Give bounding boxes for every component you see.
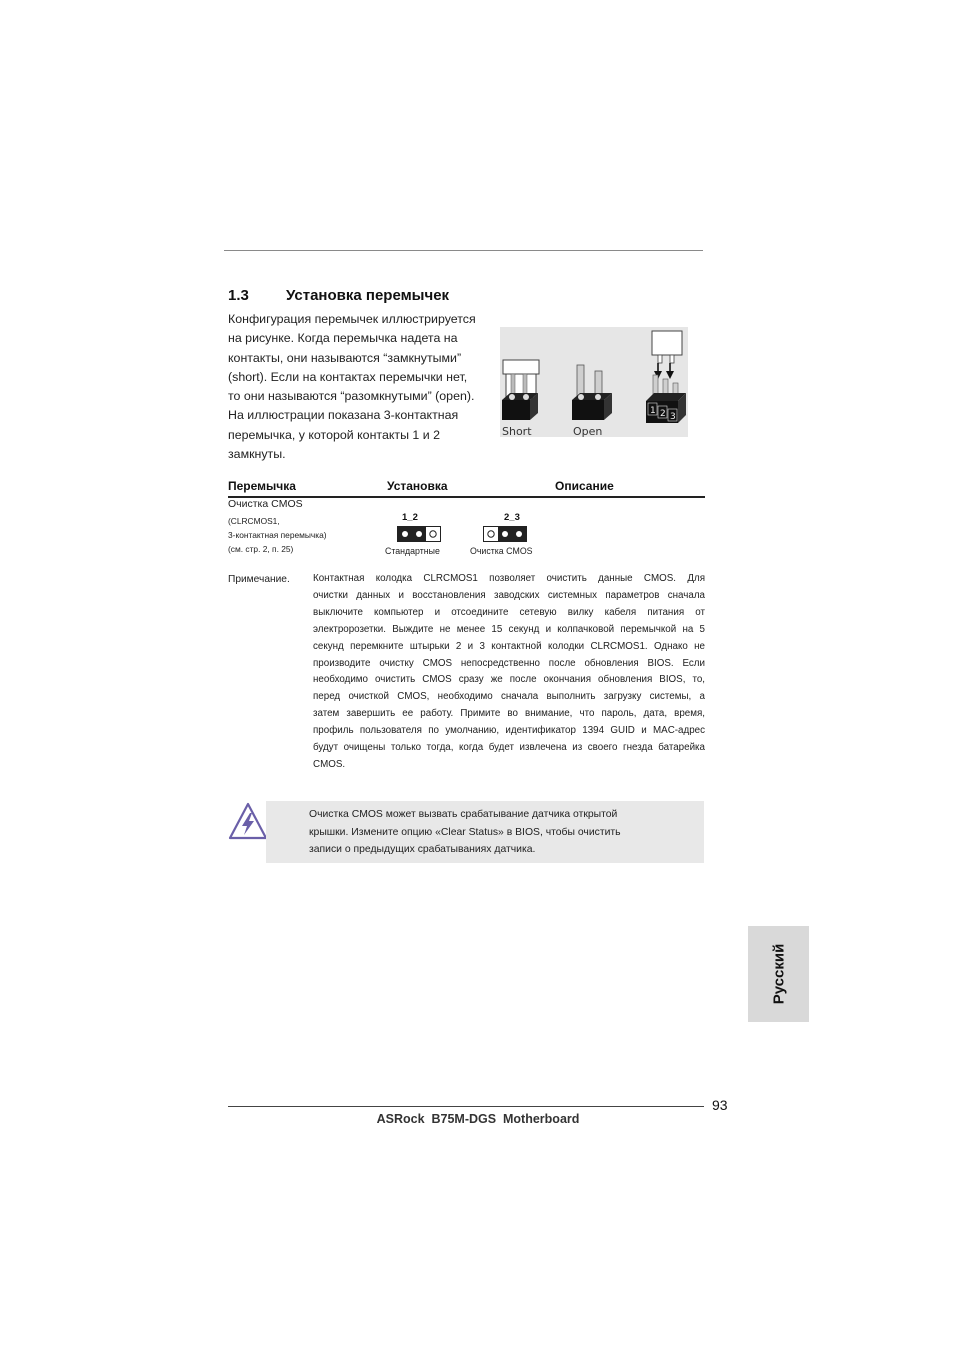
warning-triangle-icon	[228, 801, 268, 846]
jumper-name: Очистка CMOS	[228, 498, 303, 510]
jumper-clear-svg	[483, 526, 527, 542]
warning-line: Очистка CMOS может вызвать срабатывание датчика открытой	[309, 809, 618, 820]
note-label: Примечание.	[228, 574, 290, 585]
note-line: секунд перемкните штырьки 2 и 3 контактной колодки CLRCMOS1. Однако не	[313, 640, 705, 652]
note-line: CMOS.	[313, 758, 346, 770]
language-tab-label: Русский	[770, 943, 787, 1005]
page-number: 93	[712, 1097, 728, 1113]
note-body	[313, 571, 705, 774]
short-jumper-graphic	[502, 360, 539, 420]
pin-number-3: 3	[670, 412, 676, 422]
intro-line: Конфигурация перемычек иллюстрируется	[228, 312, 476, 326]
jumper-illustration	[500, 327, 688, 437]
note-line: очистки данных и восстановления заводских системных параметров сначала	[313, 589, 705, 601]
intro-line: то они называются “разомкнутыми” (open).	[228, 389, 475, 404]
jumper-ref-line: (см. стр. 2, п. 25)	[228, 544, 294, 554]
note-line: электророзетки. Выждите не менее 15 секунд и колпачковой перемычкой на 5	[313, 623, 705, 635]
jumper-default-diagram	[397, 526, 441, 547]
pin-number-1: 1	[650, 406, 656, 416]
table-header-setting: Установка	[387, 479, 448, 493]
intro-line: замкнуты.	[228, 447, 286, 462]
clear-setting-caption: Очистка CMOS	[470, 546, 533, 556]
default-setting-caption: Стандартные	[385, 546, 440, 556]
intro-line: на рисунке. Когда перемычка надета на	[228, 331, 458, 346]
note-line: Контактная колодка CLRCMOS1 позволяет очистить данные CMOS. Для	[313, 573, 705, 584]
warning-line: крышки. Измените опцию «Clear Status» в BIOS, чтобы очистить	[309, 826, 621, 838]
pin-number-2: 2	[660, 409, 666, 419]
table-header-jumper: Перемычка	[228, 479, 296, 493]
language-tab	[748, 926, 809, 1022]
warning-text	[309, 806, 621, 859]
footer-product-name: ASRock B75M-DGS Motherboard	[376, 1112, 580, 1126]
intro-line: На иллюстрации показана 3-контактная	[228, 408, 459, 423]
header-rule	[224, 250, 703, 251]
pins-1-2-label: 1_2	[402, 512, 418, 523]
intro-line: перемычка, у которой контакты 1 и 2	[228, 427, 441, 442]
note-line: необходимо очистить CMOS сразу же после окончания обновления BIOS, то,	[313, 674, 705, 686]
note-line: будут очищены только тогда, когда будет извлечена из своего гнезда батарейка	[313, 742, 705, 754]
jumper-default-svg	[397, 526, 441, 542]
intro-line: (short). Если на контактах перемычки нет,	[228, 369, 468, 384]
pins-2-3-label: 2_3	[504, 512, 520, 523]
note-line: затем завершить ее работу. Примите во внимание, что пароль, дата, время,	[313, 708, 705, 720]
jumper-id-line: (CLRCMOS1,	[228, 516, 280, 526]
note-line: профиль пользователя по умолчанию, идентификатор 1394 GUID и MAC-адрес	[313, 725, 705, 737]
jumper-clear-diagram	[483, 526, 527, 547]
footer-rule	[228, 1106, 704, 1107]
open-label: Open	[573, 425, 603, 437]
note-line: выключите компьютер и отсоедините сетевую вилку кабеля питания от	[313, 606, 705, 618]
jumper-type-line: 3-контактная перемычка)	[228, 530, 327, 540]
section-number: 1.3	[228, 287, 249, 304]
note-line: перед очисткой CMOS, необходимо сначала выполнить загрузку системы, а	[313, 691, 705, 703]
intro-paragraph	[228, 310, 498, 464]
table-header-description: Описание	[555, 479, 614, 493]
warning-triangle-svg	[228, 801, 268, 841]
warning-line: записи о предыдущих срабатываниях датчика.	[309, 844, 536, 855]
short-label: Short	[502, 425, 532, 437]
jumper-illustration-svg	[500, 327, 688, 437]
note-line: производите очистку CMOS непосредственно после обновления BIOS. Если	[313, 657, 705, 669]
section-title: Установка перемычек	[286, 287, 450, 304]
intro-line: контакты, они называются “замкнутыми”	[228, 350, 462, 365]
open-jumper-graphic	[572, 365, 612, 420]
